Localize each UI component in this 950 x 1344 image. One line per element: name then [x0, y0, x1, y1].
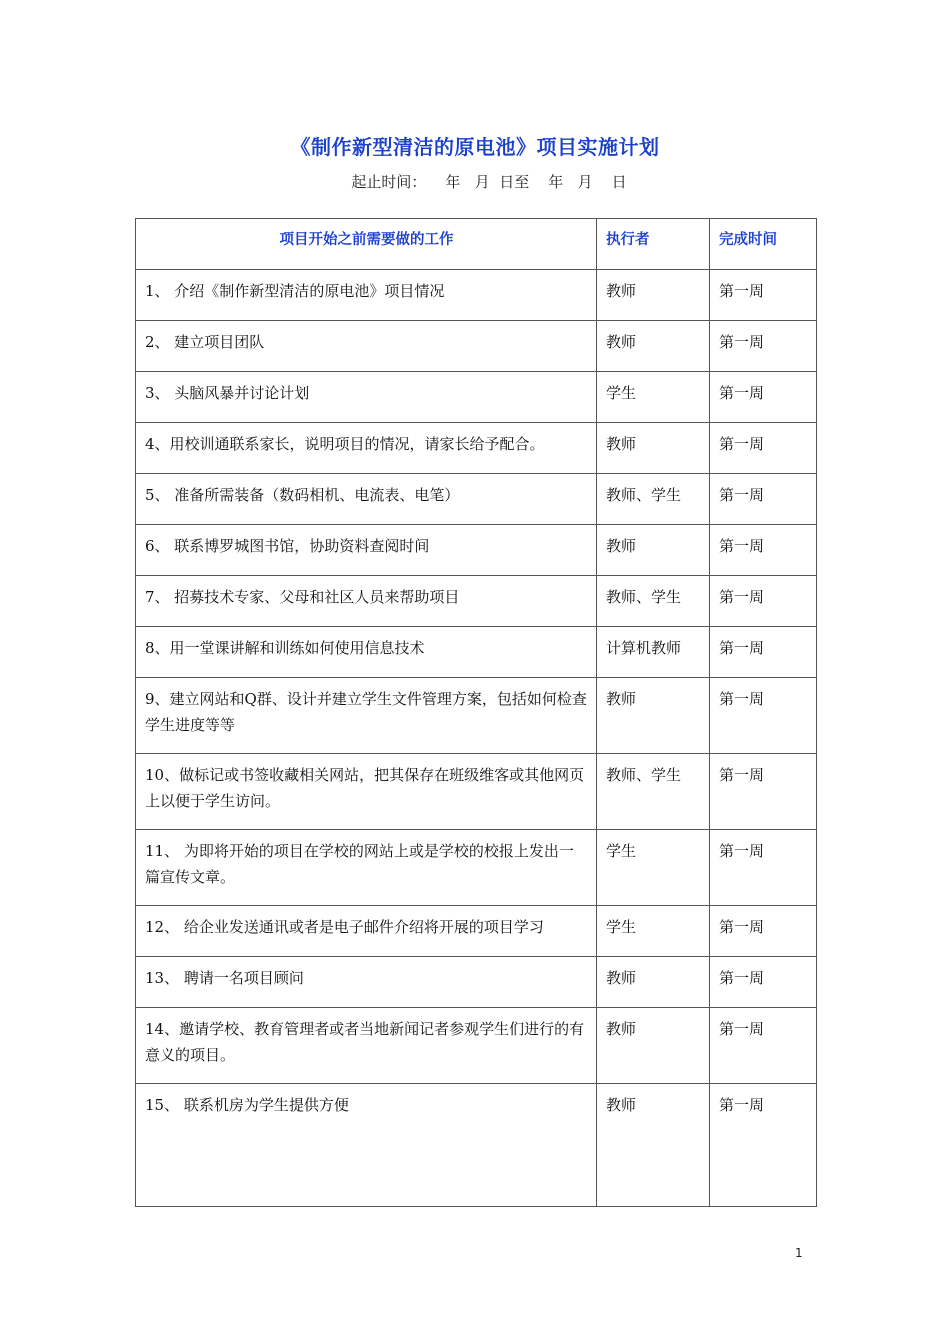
- table-header-row: [136, 219, 817, 270]
- executor-cell: 教师、学生: [597, 474, 710, 525]
- table-row: [136, 830, 817, 906]
- time-cell: 第一周: [710, 830, 817, 906]
- table-row: [136, 372, 817, 423]
- task-cell: 7、 招募技术专家、父母和社区人员来帮助项目: [136, 576, 597, 627]
- executor-cell: 教师、学生: [597, 754, 710, 830]
- time-cell: 第一周: [710, 321, 817, 372]
- executor-cell: 教师: [597, 678, 710, 754]
- task-cell: 2、 建立项目团队: [136, 321, 597, 372]
- document-title: 《制作新型清洁的原电池》项目实施计划: [290, 135, 660, 159]
- header-task: 项目开始之前需要做的工作: [136, 219, 597, 270]
- executor-cell: 教师: [597, 957, 710, 1008]
- task-cell: 14、邀请学校、教育管理者或者当地新闻记者参观学生们进行的有意义的项目。: [136, 1008, 597, 1084]
- table-row: [136, 1084, 817, 1207]
- executor-cell: 教师: [597, 1084, 710, 1207]
- task-cell: 6、 联系博罗城图书馆，协助资料查阅时间: [136, 525, 597, 576]
- table-row: [136, 423, 817, 474]
- header-time: 完成时间: [710, 219, 817, 270]
- table-row: [136, 957, 817, 1008]
- task-cell: 10、做标记或书签收藏相关网站，把其保存在班级维客或其他网页上以便于学生访问。: [136, 754, 597, 830]
- table-row: [136, 678, 817, 754]
- table-row: [136, 525, 817, 576]
- task-cell: 13、 聘请一名项目顾问: [136, 957, 597, 1008]
- table-row: [136, 321, 817, 372]
- time-cell: 第一周: [710, 678, 817, 754]
- page-number: 1: [795, 1246, 803, 1260]
- table-row: [136, 754, 817, 830]
- executor-cell: 计算机教师: [597, 627, 710, 678]
- executor-cell: 教师: [597, 321, 710, 372]
- time-cell: 第一周: [710, 576, 817, 627]
- executor-cell: 学生: [597, 372, 710, 423]
- executor-cell: 教师: [597, 270, 710, 321]
- time-cell: 第一周: [710, 906, 817, 957]
- task-cell: 3、 头脑风暴并讨论计划: [136, 372, 597, 423]
- time-cell: 第一周: [710, 423, 817, 474]
- task-cell: 5、 准备所需装备（数码相机、电流表、电笔）: [136, 474, 597, 525]
- table-row: [136, 270, 817, 321]
- time-cell: 第一周: [710, 1084, 817, 1207]
- table-row: [136, 1008, 817, 1084]
- task-cell: 15、 联系机房为学生提供方便: [136, 1084, 597, 1207]
- time-cell: 第一周: [710, 754, 817, 830]
- time-cell: 第一周: [710, 957, 817, 1008]
- executor-cell: 教师: [597, 1008, 710, 1084]
- executor-cell: 教师: [597, 423, 710, 474]
- task-cell: 12、 给企业发送通讯或者是电子邮件介绍将开展的项目学习: [136, 906, 597, 957]
- table-row: [136, 627, 817, 678]
- executor-cell: 学生: [597, 830, 710, 906]
- table-row: [136, 474, 817, 525]
- time-cell: 第一周: [710, 270, 817, 321]
- task-cell: 9、建立网站和Q群、设计并建立学生文件管理方案，包括如何检查学生进度等等: [136, 678, 597, 754]
- table-row: [136, 576, 817, 627]
- time-cell: 第一周: [710, 525, 817, 576]
- time-cell: 第一周: [710, 474, 817, 525]
- time-cell: 第一周: [710, 1008, 817, 1084]
- task-cell: 11、 为即将开始的项目在学校的网站上或是学校的校报上发出一篇宣传文章。: [136, 830, 597, 906]
- executor-cell: 学生: [597, 906, 710, 957]
- task-cell: 4、用校训通联系家长，说明项目的情况，请家长给予配合。: [136, 423, 597, 474]
- task-cell: 1、 介绍《制作新型清洁的原电池》项目情况: [136, 270, 597, 321]
- executor-cell: 教师: [597, 525, 710, 576]
- time-cell: 第一周: [710, 372, 817, 423]
- header-executor: 执行者: [597, 219, 710, 270]
- time-range: 起止时间： 年 月 日至 年 月 日: [351, 173, 627, 191]
- plan-table: [135, 218, 817, 1207]
- executor-cell: 教师、学生: [597, 576, 710, 627]
- table-row: [136, 906, 817, 957]
- time-cell: 第一周: [710, 627, 817, 678]
- task-cell: 8、用一堂课讲解和训练如何使用信息技术: [136, 627, 597, 678]
